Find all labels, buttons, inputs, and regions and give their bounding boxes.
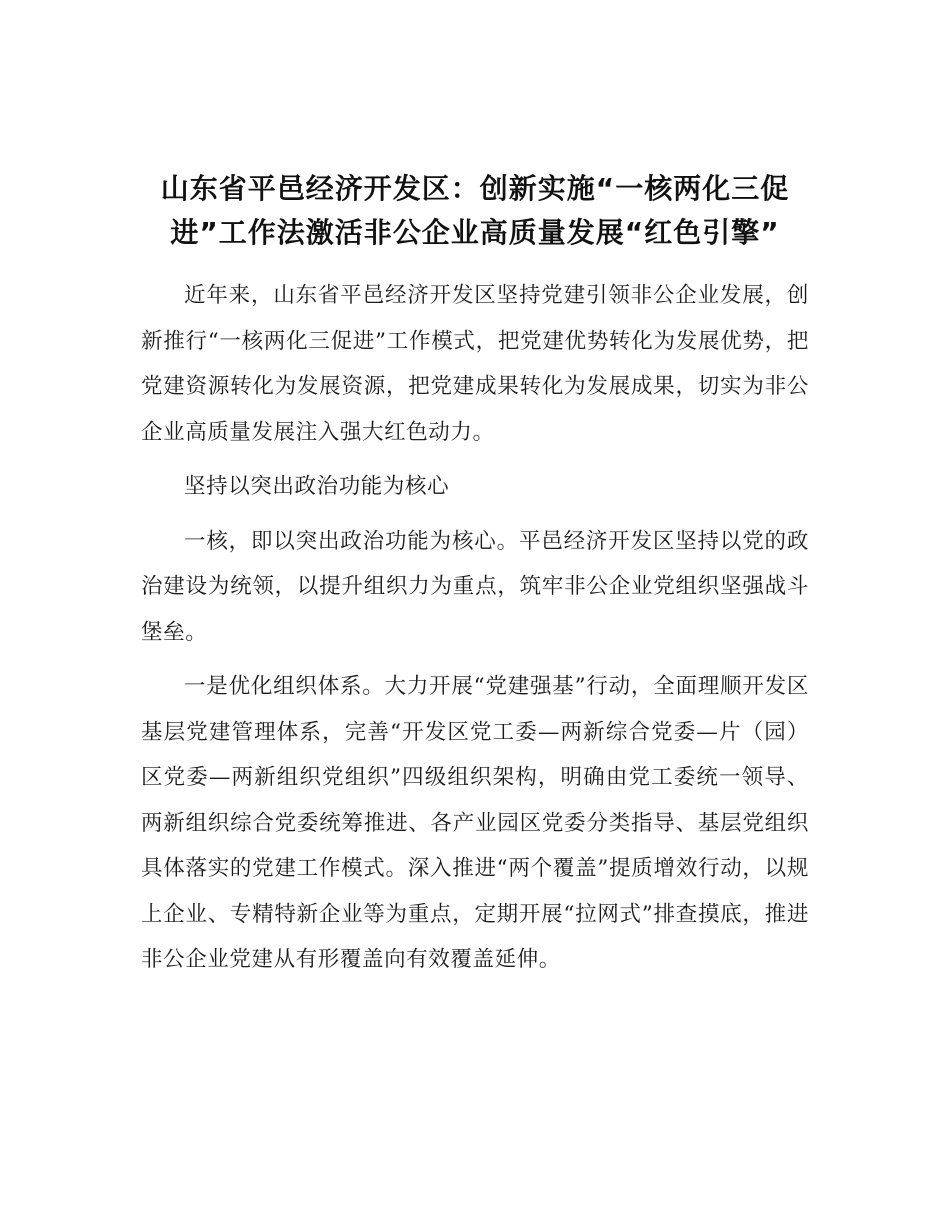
document-body: [141, 167, 809, 983]
document-title: 山东省平邑经济开发区：创新实施“一核两化三促进”工作法激活非公企业高质量发展“红色引擎”: [160, 172, 790, 249]
intro-paragraph: 近年来，山东省平邑经济开发区坚持党建引领非公企业发展，创新推行“一核两化三促进”工作模式，把党建优势转化为发展优势，把党建资源转化为发展资源，把党建成果转化为发展成果，切实为非公企业高质量发展注入强大红色动力。: [141, 283, 809, 445]
organization-paragraph: 一是优化组织体系。大力开展“党建强基”行动，全面理顺开发区基层党建管理体系，完善“开发区党工委—两新综合党委—片（园）区党委—两新组织党组织”四级组织架构，明确由党工委统一领导、两新组织综合党委统筹推进、各产业园区党委分类指导、基层党组织具体落实的党建工作模式。深入推进“两个覆盖”提质增效行动，以规上企业、专精特新企业等为重点，定期开展“拉网式”排查摸底，推进非公企业党建从有形覆盖向有效覆盖延伸。: [141, 674, 809, 972]
section-heading: 坚持以突出政治功能为核心: [184, 474, 450, 499]
core-paragraph: 一核，即以突出政治功能为核心。平邑经济开发区坚持以党的政治建设为统领，以提升组织力为重点，筑牢非公企业党组织坚强战斗堡垒。: [141, 528, 809, 645]
